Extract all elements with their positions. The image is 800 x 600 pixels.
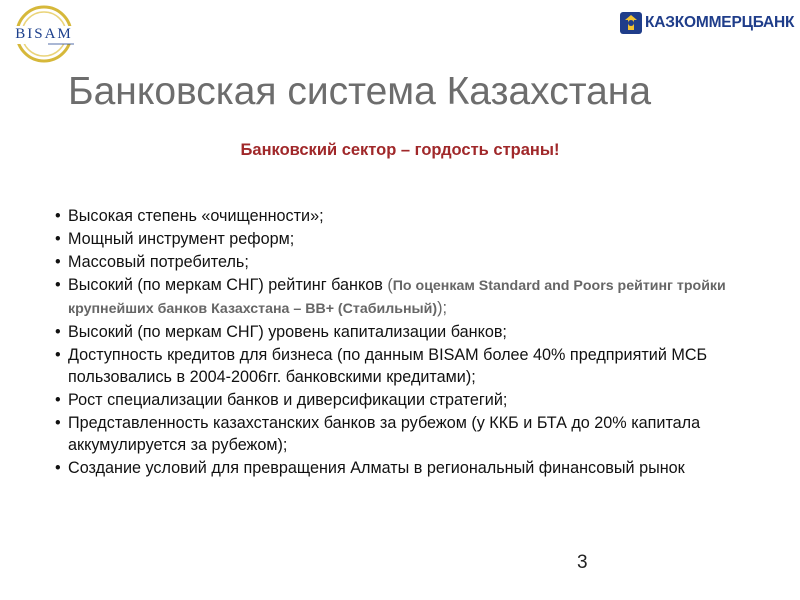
bullet-text: Мощный инструмент реформ; bbox=[68, 230, 295, 248]
bullet-text: Высокий (по меркам СНГ) рейтинг банков bbox=[68, 276, 383, 294]
kkb-logo bbox=[620, 10, 794, 36]
bullet-item bbox=[53, 412, 778, 456]
bullet-item bbox=[53, 321, 778, 343]
bullet-item bbox=[53, 274, 778, 320]
bullet-dot-icon: • bbox=[55, 207, 61, 225]
bullet-dot-icon: • bbox=[55, 323, 61, 341]
bullet-text: Рост специализации банков и диверсификации стратегий; bbox=[68, 391, 508, 409]
bisam-logo bbox=[4, 4, 84, 64]
bullet-dot-icon: • bbox=[55, 276, 61, 294]
bullet-text: Массовый потребитель; bbox=[68, 253, 249, 271]
bullet-item bbox=[53, 389, 778, 411]
bullet-text: Представленность казахстанских банков за рубежом (у ККБ и БТА до 20% капитала аккумулируется за рубежом); bbox=[68, 414, 701, 454]
bisam-logo-text: BISAM bbox=[15, 26, 73, 42]
bullet-text: Высокая степень «очищенности»; bbox=[68, 207, 324, 225]
bullet-paren-close: ); bbox=[437, 299, 447, 317]
bullet-item bbox=[53, 228, 778, 250]
bullet-dot-icon: • bbox=[55, 253, 61, 271]
slide-title: Банковская система Казахстана bbox=[68, 70, 652, 113]
bullet-item bbox=[53, 457, 778, 479]
bullet-paren-open: ( bbox=[387, 276, 393, 294]
bullet-text: Создание условий для превращения Алматы в региональный финансовый рынок bbox=[68, 459, 685, 477]
bullet-item bbox=[53, 344, 778, 388]
bullet-dot-icon: • bbox=[55, 414, 61, 432]
bullet-text: Доступность кредитов для бизнеса (по данным BISAM более 40% предприятий МСБ пользовались в 2004-2006гг. банковскими кредитами); bbox=[68, 346, 708, 386]
bullet-text: Высокий (по меркам СНГ) уровень капитализации банков; bbox=[68, 323, 507, 341]
kkb-logo-icon bbox=[620, 12, 642, 34]
bullet-note: По оценкам Standard and Poors рейтинг тройки крупнейших банков Казахстана – ВВ+ (Стабильный) bbox=[68, 278, 726, 317]
bullet-dot-icon: • bbox=[55, 346, 61, 364]
bullet-dot-icon: • bbox=[55, 230, 61, 248]
bullet-item bbox=[53, 251, 778, 273]
bullet-item bbox=[53, 205, 778, 227]
page-number: 3 bbox=[577, 552, 588, 573]
kkb-logo-text: КАЗКОММЕРЦБАНК bbox=[645, 14, 795, 31]
bullet-dot-icon: • bbox=[55, 391, 61, 409]
slide-subtitle: Банковский сектор – гордость страны! bbox=[240, 141, 560, 159]
bullet-dot-icon: • bbox=[55, 459, 61, 477]
bullet-list bbox=[53, 205, 778, 480]
